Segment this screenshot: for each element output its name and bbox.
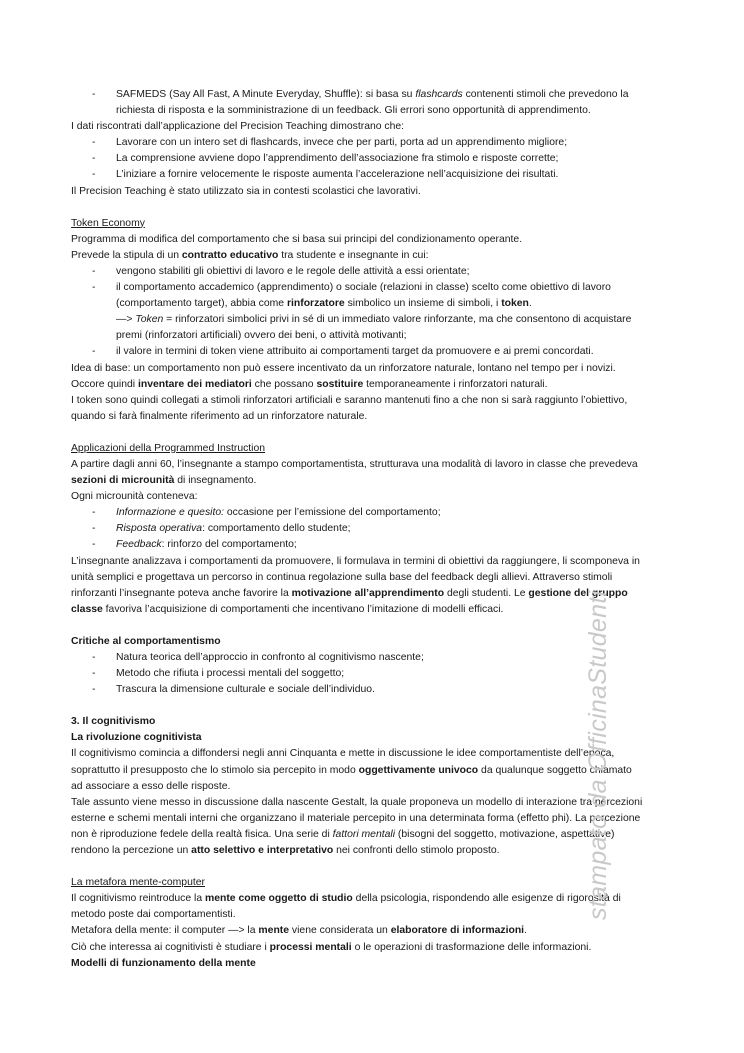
paragraph: I token sono quindi collegati a stimoli rinforzatori artificiali e saranno mantenuti fino a che non si sarà raggiunto l’obiettivo,	[71, 394, 628, 406]
subheading-modelli: Modelli di funzionamento della mente	[71, 957, 256, 969]
paragraph: A partire dagli anni 60, l’insegnante a stampo comportamentista, strutturava una modalità di lavoro in classe che prevedeva	[71, 458, 638, 470]
list-item: - Natura teorica dell’approccio in confronto al cognitivismo nascente;	[92, 652, 424, 663]
paragraph: ad associare a esso delle risposte.	[71, 780, 231, 792]
subheading-rivoluzione-cognitivista: La rivoluzione cognitivista	[71, 732, 202, 744]
chapter-heading-cognitivismo: 3. Il cognitivismo	[71, 716, 156, 728]
paragraph: Idea di base: un comportamento non può essere incentivato da un rinforzatore naturale, lontano nel tempo per i novizi.	[71, 362, 616, 374]
paragraph: Ogni microunità conteneva:	[71, 491, 198, 503]
list-item: - L’iniziare a fornire velocemente le risposte aumenta l’accelerazione nell’acquisizione dei risultati.	[92, 169, 559, 181]
paragraph: Tale assunto viene messo in discussione dalla nascente Gestalt, la quale proponeva un modello di interazione tra percezioni	[71, 796, 643, 808]
paragraph: Prevede la stipula di un contratto educativo tra studente e insegnante in cui:	[71, 249, 429, 261]
paragraph: soprattutto il presupposto che lo stimolo sia percepito in modo oggettivamente univoco da qualunque soggetto chiamato	[71, 764, 632, 776]
paragraph: Occore quindi inventare dei mediatori che possano sostituire temporaneamente i rinforzatori naturali.	[71, 378, 548, 390]
paragraph: Il cognitivismo reintroduce la mente come oggetto di studio della psicologia, rispondendo alle esigenze di rigorosità di	[71, 893, 621, 905]
list-item: - La comprensione avviene dopo l’apprendimento dell’associazione fra stimolo e risposte corrette;	[92, 153, 559, 165]
paragraph: unità semplici e progettava un percorso in continua regolazione sulla base del feedback degli allievi. Attraverso stimoli	[71, 571, 613, 583]
list-item: - il valore in termini di token viene attribuito ai comportamenti target da promuovere e ai premi concordati.	[92, 346, 594, 358]
paragraph: Il Precision Teaching è stato utilizzato sia in contesti scolastici che lavorativi.	[71, 185, 421, 197]
list-item: - Feedback: rinforzo del comportamento;	[92, 539, 297, 551]
list-item: - il comportamento accademico (apprendimento) o sociale (relazioni in classe) scelto come obiettivo di lavoro	[92, 282, 611, 294]
list-item-continuation: —> Token = rinforzatori simbolici privi in sé di un immediato valore rinforzante, ma che consentono di acquistare	[116, 314, 632, 326]
list-item: - Risposta operativa: comportamento dello studente;	[92, 523, 351, 535]
paragraph: Metafora della mente: il computer —> la mente viene considerata un elaboratore di informazioni.	[71, 925, 527, 937]
list-item: - Trascura la dimensione culturale e sociale dell’individuo.	[92, 684, 375, 696]
section-title-metafora: La metafora mente-computer	[71, 877, 205, 889]
paragraph: metodo poste dai comportamentisti.	[71, 909, 236, 921]
list-item: - Lavorare con un intero set di flashcards, invece che per parti, porta ad un apprendimento migliore;	[92, 137, 568, 149]
paragraph: rendono la percezione un atto selettivo e interpretativo nei confronti dello stimolo proposto.	[71, 845, 500, 857]
paragraph: quando si farà finalmente riferimento ad un rinforzatore naturale.	[71, 410, 368, 422]
paragraph: Ciò che interessa ai cognitivisti è studiare i processi mentali o le operazioni di trasformazione delle informazioni.	[71, 941, 592, 953]
section-title-token-economy: Token Economy	[71, 217, 145, 229]
paragraph: classe favoriva l’acquisizione di comportamenti che incentivano l’imitazione di modelli efficaci.	[71, 603, 504, 615]
paragraph: Il cognitivismo comincia a diffondersi negli anni Cinquanta e mette in discussione le idee comportamentiste dell’epoca,	[71, 748, 615, 760]
list-item-continuation: (comportamento target), abbia come rinforzatore simbolico un insieme di simboli, i token.	[116, 298, 532, 310]
section-title-critiche: Critiche al comportamentismo	[71, 635, 221, 647]
list-item: - Metodo che rifiuta i processi mentali del soggetto;	[92, 668, 345, 680]
list-item-continuation: premi (rinforzatori artificiali) ovvero dei beni, o attività motivanti;	[116, 330, 407, 342]
paragraph: I dati riscontrati dall’applicazione del Precision Teaching dimostrano che:	[71, 121, 405, 133]
paragraph: L’insegnante analizzava i comportamenti da promuovere, li formulava in termini di obiettivi da raggiungere, li scomponeva in	[71, 555, 640, 567]
list-item: - SAFMEDS (Say All Fast, A Minute Everyday, Shuffle): si basa su flashcards contenenti stimoli che prevedono la	[92, 89, 629, 100]
paragraph: rinforzanti l’insegnante poteva anche favorire la motivazione all’apprendimento degli studenti. Le gestione del gruppo	[71, 587, 628, 599]
paragraph: esterne e schemi mentali interni che organizzano il materiale percepito in una determinata forma (effetto phi). La percezione	[71, 812, 641, 824]
section-title-programmed-instruction: Applicazioni della Programmed Instruction	[71, 442, 266, 454]
list-item: - Informazione e quesito: occasione per l’emissione del comportamento;	[92, 507, 441, 519]
list-item-continuation: richiesta di risposta e la somministrazione di un feedback. Gli errori sono opportunità di apprendimento.	[116, 105, 591, 117]
paragraph: non è riproduzione fedele della realtà fisica. Una serie di fattori mentali (bisogni del soggetto, motivazione, aspettative)	[71, 828, 615, 840]
paragraph: Programma di modifica del comportamento che si basa sui principi del condizionamento operante.	[71, 233, 523, 245]
list-item: - vengono stabiliti gli obiettivi di lavoro e le regole delle attività a essi orientate;	[92, 265, 470, 277]
paragraph: sezioni di microunità di insegnamento.	[71, 475, 257, 487]
watermark: stampato da OfficinaStudenti	[584, 590, 612, 920]
